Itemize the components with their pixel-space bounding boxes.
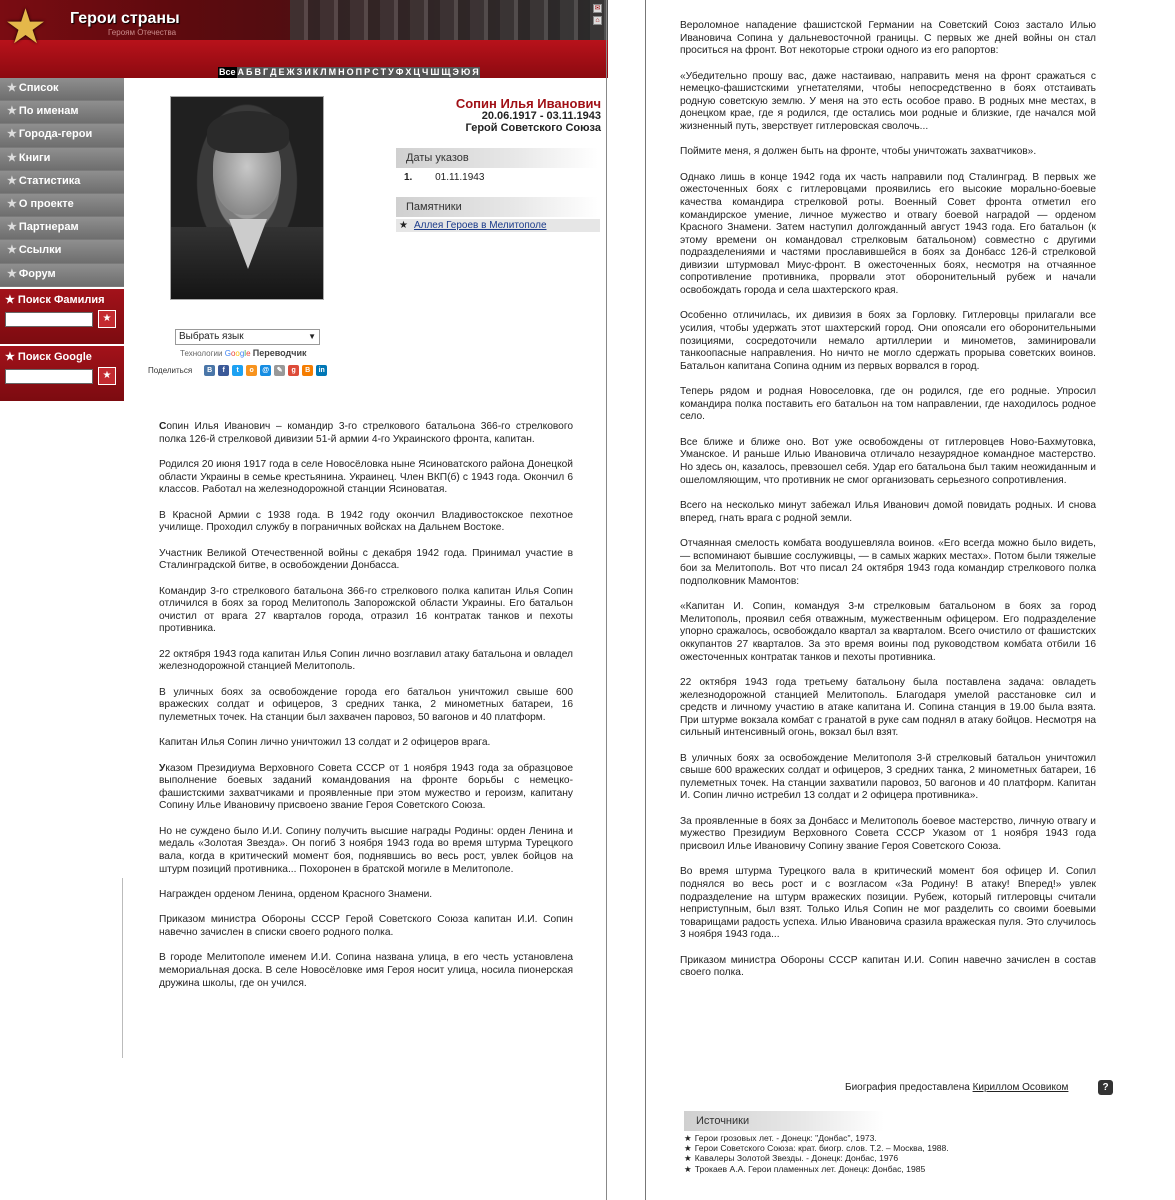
biography-paragraph: В уличных боях за освобождение города его батальон уничтожил свыше 600 вражеских солдат и офицеров, 3 средних танка, 2 минометных батареи, 16 пулеметных точек. На станции был захвачен паровоз, 50 вагонов и 40 платформ. — [159, 686, 573, 723]
biography-paragraph: Указом Президиума Верховного Совета СССР от 1 ноября 1943 года за образцовое выполнение боевых заданий командования на фронте борьбы с немецко-фашистскими захватчиками и проявленные при этом мужество и героизм, капитану Сопину Илье Ивановичу присвоено звание Героя Советского Союза. — [159, 762, 573, 812]
search-google-button[interactable]: ★ — [98, 367, 116, 385]
star-icon: ★ — [7, 105, 17, 118]
biography-paragraph: 22 октября 1943 года третьему батальону была поставлена задача: овладеть железнодорожной станцией Мелитополь. Благодаря умелой расстановке сил и средств и личному участию в атаке капитана И. Сопина станция в 19.00 была взята. При штурме вокзала комбат с гранатой в руке сам поднял в атаку бойцов. Несмотря на сильный интенсивный огонь, вокзал был взят. — [680, 676, 1096, 739]
search-surname-button[interactable]: ★ — [98, 310, 116, 328]
alphabet-letter[interactable]: Все — [219, 67, 236, 77]
biography-paragraph: Приказом министра Обороны СССР капитан И.И. Сопин навечно зачислен в состав своего полка. — [680, 954, 1096, 979]
alphabet-letter[interactable]: М — [328, 67, 337, 77]
sidebar-item[interactable] — [0, 148, 124, 171]
sidebar-item-label: По именам — [18, 105, 79, 118]
sources-list — [684, 1133, 949, 1174]
alphabet-letter[interactable]: Х — [405, 67, 412, 77]
facebook-icon[interactable]: f — [218, 365, 229, 376]
star-icon: ★ — [7, 221, 17, 234]
alphabet-nav — [218, 67, 480, 78]
sidebar-item[interactable] — [0, 240, 124, 263]
biography-paragraph: Во время штурма Турецкого вала в критический момент боя офицер И. Сопил поднялся во весь рост и с возгласом «За Родину! В атаку! Вперед!» увлек подразделение на штурм вражеских позиции. Рубеж, который гитлеровцы считали неприступным, был взят. Только Илья Сопин не мог разделить со своими боевыми товарищами радость успеха. Илью Ивановича сразила вражеская пуля. Это случилось 3 ноября 1943 года... — [680, 866, 1096, 941]
biography-paragraph: «Капитан И. Сопин, командуя 3-м стрелковым батальоном в боях за город Мелитополь, проявил себя отважным, мужественным офицером. Его подразделение упорно сражалось, освобождало квартал за кварталом. Всего очистило от фашистских оккупантов 27 кварталов. За это время воины под руководством комбата отбили 16 ожесточенных контратак танков и пехоты противника. — [680, 601, 1096, 663]
decrees-header: Даты указов — [396, 148, 598, 168]
decree-number: 1. — [404, 172, 413, 183]
biography-paragraph: В городе Мелитополе именем И.И. Сопина названа улица, в его честь установлена мемориальная доска. В селе Новосёловке имя Героя носит улица, носила пионерская дружина школы, где он учился. — [159, 952, 573, 989]
star-icon: ★ — [7, 244, 17, 257]
site-subtitle: Героям Отечества — [108, 28, 177, 37]
site-title[interactable]: Герои страны — [70, 10, 180, 27]
alphabet-letter[interactable]: К — [312, 67, 319, 77]
alphabet-letter[interactable]: Ш — [430, 67, 440, 77]
twitter-icon[interactable]: t — [232, 365, 243, 376]
sidebar-item-label: Форум — [18, 267, 56, 280]
source-item — [684, 1153, 949, 1163]
search-surname-label: ★ Поиск Фамилия — [5, 293, 105, 306]
sidebar-item[interactable] — [0, 264, 124, 287]
biography-paragraph: Сопин Илья Иванович – командир 3-го стрелкового батальона 366-го стрелкового полка 126-й стрелковой дивизии 51-й армии 4-го Украинского фронта, капитан. — [159, 421, 573, 445]
biography-paragraph: Поймите меня, я должен быть на фронте, чтобы уничтожать захватчиков». — [680, 146, 1037, 158]
biography-paragraph: Капитан Илья Сопин лично уничтожил 13 солдат и 2 офицеров врага. — [159, 737, 491, 749]
sidebar-item[interactable] — [0, 171, 124, 194]
biography-paragraph: За проявленные в боях за Донбасс и Мелитополь боевое мастерство, личную отвагу и мужество Президиум Верховного Совета СССР Указом от 1 ноября 1943 года присвоил Илье Ивановичу Сопину звание Героя Советского Союза. — [680, 815, 1096, 853]
star-bullet-icon: ★ — [684, 1143, 692, 1154]
alphabet-letter[interactable]: Щ — [441, 67, 451, 77]
alphabet-letter[interactable]: Р — [364, 67, 371, 77]
sidebar-item-label: Города-герои — [18, 128, 93, 141]
sidebar — [0, 78, 124, 396]
sidebar-item-label: Книги — [18, 151, 51, 164]
biography-paragraph: Однако лишь в конце 1942 года их часть направили под Сталинград. В первых же ожесточенных боях с гитлеровцами проявились его высокие морально-боевые качества командира стрелковой роты. Военный Совет фронта отметил его командирское умение, личное мужество и отвагу боевой наградой — орденом Красного Знамени. Затем наступил долгожданный август 1943 года. Его батальон (к этому времени он командовал стрелковым батальоном) совместно с другими подразделениями и частями прославившейся в боях за Донбасс 126-й стрелковой дивизии штурмовал Миус-фронт. В ожесточенных боях, несмотря на отчаянное сопротивление противника, прорвали этот оборонительный рубеж и начали освобождать города и села шахтерского края. — [680, 171, 1096, 297]
search-surname-box — [0, 287, 124, 344]
share-bar — [148, 365, 327, 376]
header-icons — [593, 4, 603, 28]
sidebar-item-label: О проекте — [18, 197, 74, 210]
decree-item — [404, 172, 484, 183]
source-item — [684, 1143, 949, 1153]
hero-portrait — [170, 96, 324, 300]
alphabet-letter[interactable]: Б — [246, 67, 253, 77]
alphabet-letter[interactable]: Я — [472, 67, 479, 77]
alphabet-letter[interactable]: П — [355, 67, 363, 77]
star-bullet-icon: ★ — [399, 220, 408, 231]
source-text: Кавалеры Золотой Звезды. - Донецк: Донбас, 1976 — [694, 1153, 899, 1164]
sidebar-item[interactable] — [0, 124, 124, 147]
biography-paragraph: Теперь рядом и родная Новоселовка, где он родился, где его родные. Упросил командира полка поставить его батальон на том направлении, где находилось родное село. — [680, 386, 1096, 423]
hero-title: Герой Советского Союза — [465, 122, 601, 134]
biography-paragraph: В уличных боях за освобождение Мелитополя 3-й стрелковый батальон уничтожил свыше 600 вражеских солдат и офицеров, 3 средних танка, 2 минометных батареи, 16 пулеметных точек. На станции захватили паровоз, 50 вагонов и 40 платформ. Капитан И. Сопин лично истребил 13 солдат и 2 офицера противника». — [680, 752, 1096, 802]
odnoklassniki-icon[interactable]: o — [246, 365, 257, 376]
mail-icon[interactable]: ✉ — [594, 5, 601, 12]
blogger-icon[interactable]: B — [302, 365, 313, 376]
alphabet-letter[interactable]: Е — [278, 67, 285, 77]
alphabet-letter[interactable]: Ч — [422, 67, 429, 77]
biography-paragraph: Командир 3-го стрелкового батальона 366-го стрелкового полка капитан Илья Сопин отличился в боях за город Мелитополь Запорожской области Украины. Его батальон очистил от врага 27 кварталов города, отразил 16 контратак танков и пехоты противника. — [159, 585, 573, 635]
alphabet-letter[interactable]: В — [254, 67, 261, 77]
site-header — [0, 0, 608, 78]
star-bullet-icon: ★ — [684, 1153, 692, 1164]
alphabet-letter[interactable]: З — [296, 67, 303, 77]
search-surname-input[interactable] — [5, 312, 93, 327]
biography-paragraph: 22 октября 1943 года капитан Илья Сопин лично возглавил атаку батальона и овладел железнодорожной станцией Мелитополь. — [159, 648, 573, 673]
biography-paragraph: Всего на несколько минут забежал Илья Иванович домой повидать родных. И снова вперед, гнать врага с родной земли. — [680, 499, 1096, 524]
monuments-header: Памятники — [396, 197, 598, 217]
alphabet-letter[interactable]: Д — [270, 67, 277, 77]
alphabet-letter[interactable]: С — [372, 67, 379, 77]
source-text: Трокаев А.А. Герои пламенных лет. Донецк: Донбас, 1985 — [694, 1163, 926, 1174]
linkedin-icon[interactable]: in — [316, 365, 327, 376]
alphabet-letter[interactable]: Ц — [413, 67, 420, 77]
search-google-input[interactable] — [5, 369, 93, 384]
sidebar-item[interactable] — [0, 101, 124, 124]
sidebar-item-label: Партнерам — [18, 221, 79, 234]
biography-paragraph: В Красной Армии с 1938 года. В 1942 году окончил Владивостокское пехотное училище. Проходил службу в пограничных войсках на Дальнем Востоке. — [159, 509, 573, 534]
source-text: Герои Советского Союза: крат. биогр. слов. Т.2. – Москва, 1988. — [694, 1143, 949, 1154]
hero-life-dates: 20.06.1917 - 03.11.1943 — [481, 110, 601, 122]
biography-paragraph: Награжден орденом Ленина, орденом Красного Знамени. — [159, 889, 433, 900]
alphabet-letter[interactable]: О — [346, 67, 354, 77]
biography-paragraph: Но не суждено было И.И. Сопину получить высшие награды Родины: орден Ленина и медаль «Золотая Звезда». Он погиб 3 ноября 1943 года во время штурма Турецкого вала, когда в критический момент боя, поднявшись во весь рост, увлек бойцов на штурм позиций противника... Похоронен в братской могиле в Мелитополе. — [159, 825, 573, 875]
livejournal-icon[interactable]: ✎ — [274, 365, 285, 376]
left-panel-border — [606, 0, 607, 1200]
sidebar-item-label: Ссылки — [18, 244, 62, 257]
source-item — [684, 1133, 949, 1143]
author-link[interactable]: Кириллом Осовиком — [972, 1082, 1069, 1093]
decree-date: 01.11.1943 — [435, 172, 485, 183]
star-icon: ★ — [7, 128, 17, 141]
source-item — [684, 1164, 949, 1174]
alphabet-letter[interactable]: Ж — [286, 67, 295, 77]
star-icon: ★ — [7, 267, 17, 280]
sidebar-item-label: Статистика — [18, 174, 81, 187]
sidebar-item[interactable] — [0, 78, 124, 101]
chevron-down-icon: ▼ — [308, 332, 316, 341]
star-bullet-icon: ★ — [684, 1163, 692, 1174]
google-plus-icon[interactable]: g — [288, 365, 299, 376]
question-icon[interactable]: ? — [1098, 1080, 1113, 1095]
sources-header: Источники — [684, 1111, 884, 1131]
vk-icon[interactable]: B — [204, 365, 215, 376]
biography-paragraph: Все ближе и ближе оно. Вот уже освобождены от гитлеровцев Ново-Бахмутовка, Уманское. И раньше Илью Ивановича отличало незаурядное командное мастерство. Но здесь он, казалось, превзошел себя. Удар его батальона был таким неожиданным и ошеломляющим, что противник не смог организовать серьезного сопротивления. — [680, 436, 1096, 486]
alphabet-letter[interactable]: Г — [262, 67, 269, 77]
sidebar-item-label: Список — [18, 82, 59, 94]
alphabet-letter[interactable]: И — [304, 67, 311, 77]
sidebar-item[interactable] — [0, 194, 124, 217]
star-icon: ★ — [7, 197, 17, 210]
alphabet-letter[interactable]: Ф — [395, 67, 404, 77]
right-panel-border — [645, 0, 646, 1200]
share-label: Поделиться — [148, 366, 193, 375]
biography-paragraph: Вероломное нападение фашистской Германии на Советский Союз застало Илью Ивановича Сопина у дальневосточной границы. С первых же дней войны он стал проситься на фронт. Вот некоторые строки одного из его рапортов: — [680, 20, 1096, 57]
monument-item — [396, 219, 600, 232]
sidebar-item[interactable] — [0, 217, 124, 240]
star-icon: ★ — [7, 151, 17, 164]
alphabet-letter[interactable]: Н — [338, 67, 345, 77]
search-google-label: ★ Поиск Google — [5, 350, 92, 363]
alphabet-letter[interactable]: А — [237, 67, 245, 77]
google-translate-credit[interactable]: Технологии Google Переводчик — [180, 348, 307, 358]
biography-credit: Биография предоставлена Кириллом Осовиком — [845, 1082, 1069, 1093]
source-text: Герои грозовых лет. - Донецк: "Донбас", 1973. — [694, 1133, 877, 1143]
left-divider — [122, 878, 123, 1058]
alphabet-letter[interactable]: Ю — [460, 67, 471, 77]
hero-name: Сопин Илья Иванович — [455, 96, 601, 111]
biography-paragraph: Отчаянная смелость комбата воодушевляла воинов. «Его всегда можно было видеть, — вспоминают бывшие сослуживцы, — в самых жарких местах». Потом были тяжелые бои за Мелитополь. Вот что писал 24 октября 1943 года командир стрелкового полка подполковник Мамонтов: — [680, 537, 1096, 587]
star-logo-icon[interactable]: ★ — [4, 1, 48, 54]
star-icon: ★ — [7, 174, 17, 187]
biography-right — [680, 20, 1096, 993]
star-bullet-icon: ★ — [684, 1133, 692, 1143]
alphabet-letter[interactable]: У — [388, 67, 394, 77]
biography-paragraph: Особенно отличилась, их дивизия в боях за Горловку. Гитлеровцы прилагали все усилия, чтобы удержать этот шахтерский город. Они опоясали его оборонительными позициями, сосредоточили немало артиллерии и минометов, заминировали танкоопасные направления. Но ничто не могло сдержать прорыва советских воинов. Батальон капитана Сопина одним из первых ворвался в город. — [680, 310, 1096, 372]
google-logo: Google — [224, 349, 251, 358]
search-google-box — [0, 344, 124, 401]
monument-link[interactable]: Аллея Героев в Мелитополе — [413, 220, 547, 231]
biography-paragraph: Родился 20 июня 1917 года в селе Новосёловка ныне Ясиноватского района Донецкой области Украины в семье крестьянина. Украинец. Член ВКП(б) с 1943 года. Окончил 6 классов. Работал на железнодорожной станции Ясиноватая. — [159, 458, 573, 496]
biography-paragraph: Участник Великой Отечественной войны с декабря 1942 года. Принимал участие в Сталинградской битве, в освобождении Донбасса. — [159, 547, 573, 572]
biography-paragraph: Приказом министра Обороны СССР Герой Советского Союза капитан И.И. Сопин навечно зачислен в списки своего родного полка. — [159, 914, 573, 938]
alphabet-letter[interactable]: Т — [380, 67, 387, 77]
star-icon: ★ — [7, 82, 17, 94]
alphabet-letter[interactable]: Э — [452, 67, 459, 77]
mailru-icon[interactable]: @ — [260, 365, 271, 376]
language-select[interactable]: Выбрать язык ▼ — [175, 329, 320, 345]
biography-paragraph: «Убедительно прошу вас, даже настаиваю, направить меня на фронт сражаться с немецко-фашистскими угнетателями, чтобы непосредственно в боях отстаивать родную советскую землю. У меня на это есть особое право. В родных мне местах, в донецком крае, где я родился, где остались мои родные и близкие, где начался мой жизненный путь, зверствует гитлеровская сволочь... — [680, 70, 1096, 132]
alphabet-letter[interactable]: Л — [320, 67, 327, 77]
home-icon[interactable]: ⌂ — [593, 16, 602, 25]
biography-left — [159, 421, 573, 1003]
